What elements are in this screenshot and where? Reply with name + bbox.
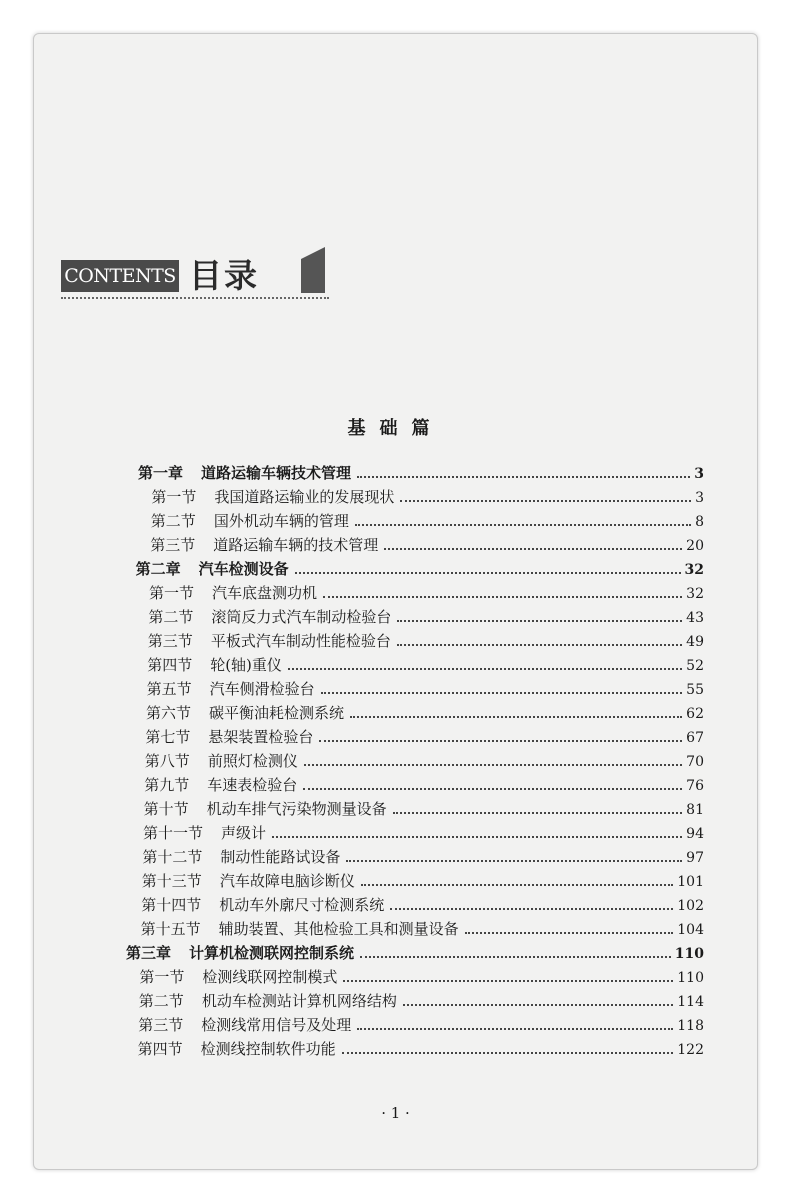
toc-title: 碳平衡油耗检测系统 — [209, 704, 345, 722]
toc-page-number: 114 — [677, 994, 704, 1010]
toc-title: 平板式汽车制动性能检验台 — [210, 632, 391, 650]
toc-title: 悬架装置检验台 — [208, 728, 314, 746]
toc-title: 汽车底盘测功机 — [212, 584, 318, 602]
dot-leader — [393, 812, 683, 814]
toc-section-row — [151, 486, 704, 508]
toc-number: 第十五节 — [140, 920, 201, 938]
part-title: 基础篇 — [347, 418, 444, 439]
dot-leader — [343, 980, 673, 982]
dot-leader — [357, 476, 690, 478]
toc-title: 汽车检测设备 — [198, 560, 289, 578]
toc-page-number: 110 — [677, 970, 704, 986]
dot-leader — [295, 572, 681, 574]
toc-number: 第二节 — [148, 608, 194, 626]
toc-section-row — [144, 774, 704, 796]
toc-page-number: 122 — [677, 1042, 704, 1058]
toc-number: 第一节 — [149, 584, 195, 602]
dot-leader — [403, 1004, 673, 1006]
toc-chapter-row — [138, 462, 704, 484]
toc-number: 第二节 — [150, 512, 196, 530]
toc-title: 道路运输车辆的技术管理 — [213, 536, 379, 554]
dot-leader — [465, 932, 674, 934]
dot-leader — [361, 884, 673, 886]
toc-page-number: 3 — [694, 466, 704, 482]
toc-section-row — [138, 1038, 704, 1060]
toc-page-number: 52 — [686, 658, 704, 674]
dot-leader — [304, 764, 682, 766]
toc-chapter-row — [136, 558, 704, 580]
toc-page-number: 70 — [686, 754, 704, 770]
dot-leader — [272, 836, 682, 838]
dot-leader — [360, 956, 671, 958]
toc-number: 第十二节 — [142, 848, 203, 866]
dot-leader — [319, 740, 682, 742]
toc-number: 第一节 — [139, 968, 185, 986]
toc-page-number: 94 — [686, 826, 704, 842]
dot-leader — [397, 644, 682, 646]
toc-page-number: 67 — [686, 730, 704, 746]
toc-chapter-row — [126, 942, 704, 964]
toc-section-row — [141, 894, 704, 916]
toc-page-number: 81 — [686, 802, 704, 818]
toc-section-row — [139, 990, 704, 1012]
toc-number: 第三章 — [126, 944, 172, 962]
show-through-text — [384, 184, 400, 207]
toc-section-row — [147, 678, 704, 700]
toc-title: 前照灯检测仪 — [207, 752, 298, 770]
toc-title: 滚筒反力式汽车制动检验台 — [211, 608, 392, 626]
dot-leader — [323, 596, 682, 598]
dot-leader — [346, 860, 682, 862]
toc-title: 检测线联网控制模式 — [202, 968, 338, 986]
toc-number: 第五节 — [146, 680, 192, 698]
toc-section-row — [145, 726, 704, 748]
toc-title: 汽车侧滑检验台 — [209, 680, 315, 698]
toc-number: 第四节 — [137, 1040, 183, 1058]
toc-title: 轮(轴)重仪 — [210, 656, 282, 674]
toc-section-row — [149, 582, 704, 604]
toc-page-number: 62 — [686, 706, 704, 722]
toc-title: 检测线常用信号及处理 — [201, 1016, 352, 1034]
toc-title: 机动车排气污染物测量设备 — [206, 800, 387, 818]
toc-page-number: 101 — [677, 874, 704, 890]
toc-number: 第一章 — [138, 464, 184, 482]
toc-page-number: 118 — [677, 1018, 704, 1034]
toc-title: 我国道路运输业的发展现状 — [214, 488, 395, 506]
toc-page-number: 32 — [686, 586, 704, 602]
dot-leader — [342, 1052, 674, 1054]
toc-number: 第三节 — [150, 536, 196, 554]
header-dotted-rule — [61, 297, 329, 299]
toc-section-row — [151, 510, 704, 532]
toc-page-number: 32 — [684, 562, 704, 578]
toc-section-row — [138, 1014, 704, 1036]
toc-title: 计算机检测联网控制系统 — [189, 944, 355, 962]
toc-number: 第三节 — [138, 1016, 184, 1034]
toc-title: 制动性能路试设备 — [220, 848, 341, 866]
dot-leader — [303, 788, 682, 790]
toc-title: 辅助装置、其他检验工具和测量设备 — [218, 920, 459, 938]
toc-title: 声级计 — [221, 824, 267, 842]
toc-number: 第七节 — [145, 728, 191, 746]
toc-title: 国外机动车辆的管理 — [213, 512, 349, 530]
toc-number: 第九节 — [144, 776, 190, 794]
toc-number: 第一节 — [151, 488, 197, 506]
toc-page-number: 104 — [677, 922, 704, 938]
toc-number: 第十四节 — [141, 896, 202, 914]
toc-number: 第三节 — [147, 632, 193, 650]
dot-leader — [357, 1028, 673, 1030]
page-title: 目录 — [189, 256, 259, 295]
toc-page-number: 76 — [686, 778, 704, 794]
dot-leader — [350, 716, 682, 718]
dot-leader — [397, 620, 682, 622]
toc-number: 第十节 — [143, 800, 189, 818]
toc-number: 第二节 — [138, 992, 184, 1010]
toc-section-row — [148, 630, 704, 652]
toc-number: 第八节 — [144, 752, 190, 770]
toc-page-number: 55 — [686, 682, 704, 698]
toc-title: 机动车检测站计算机网络结构 — [201, 992, 397, 1010]
contents-label: CONTENTS — [61, 260, 179, 292]
toc-page-number: 20 — [686, 538, 704, 554]
toc-section-row — [142, 846, 704, 868]
toc-number: 第四节 — [147, 656, 193, 674]
toc-page-number: 110 — [674, 946, 704, 962]
dot-leader — [355, 524, 691, 526]
book-page — [33, 33, 758, 1170]
toc-page-number: 43 — [686, 610, 704, 626]
toc-page-number: 97 — [686, 850, 704, 866]
dot-leader — [321, 692, 683, 694]
toc-number: 第十三节 — [141, 872, 202, 890]
dot-leader — [400, 500, 691, 502]
toc-page-number: 49 — [686, 634, 704, 650]
dot-leader — [288, 668, 682, 670]
toc-section-row — [146, 702, 704, 724]
toc-title: 汽车故障电脑诊断仪 — [219, 872, 355, 890]
toc-section-row — [142, 870, 704, 892]
toc-section-row — [139, 966, 704, 988]
dot-leader — [384, 548, 682, 550]
toc-number: 第十一节 — [143, 824, 204, 842]
toc-number: 第六节 — [146, 704, 192, 722]
toc-title: 车速表检验台 — [207, 776, 298, 794]
toc-page-number: 3 — [695, 490, 704, 506]
toc-title: 检测线控制软件功能 — [200, 1040, 336, 1058]
toc-page-number: 8 — [695, 514, 704, 530]
toc-section-row — [144, 798, 704, 820]
toc-title: 机动车外廓尺寸检测系统 — [219, 896, 385, 914]
header-tab-decoration — [301, 247, 325, 293]
toc-section-row — [148, 606, 704, 628]
toc-section-row — [147, 654, 704, 676]
dot-leader — [390, 908, 673, 910]
toc-section-row — [150, 534, 704, 556]
toc-number: 第二章 — [135, 560, 181, 578]
toc-section-row — [145, 750, 704, 772]
toc-title: 道路运输车辆技术管理 — [201, 464, 352, 482]
toc-page-number: 102 — [677, 898, 704, 914]
page-number: · 1 · — [381, 1104, 410, 1122]
toc-section-row — [143, 822, 704, 844]
toc-section-row — [141, 918, 704, 940]
